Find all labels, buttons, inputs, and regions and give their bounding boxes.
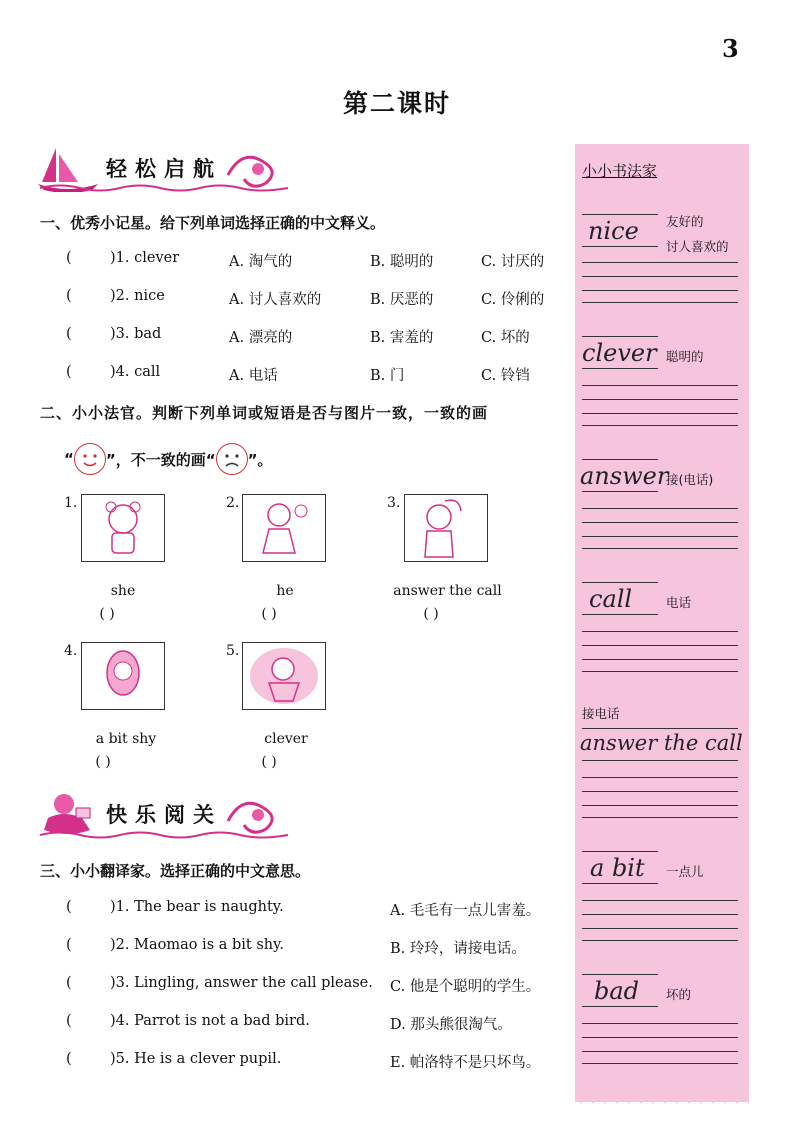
page-title: 第二课时 — [342, 89, 451, 118]
list-item: ( )2. nice A. 讨人喜欢的 B. 厌恶的 C. 伶俐的 — [66, 288, 545, 308]
copy-word: clever — [582, 339, 657, 367]
copy-word: a bit — [590, 854, 645, 882]
answer-blank[interactable]: ( ) — [423, 606, 439, 622]
picture-clever-girl — [242, 642, 326, 710]
copy-word: call — [589, 585, 633, 613]
section3-list — [0, 899, 570, 1089]
answer-blank[interactable]: ( ) — [261, 754, 277, 770]
picture-girl-phone — [404, 494, 488, 562]
section1-heading: 一、优秀小记星。给下列单词选择正确的中文释义。 — [40, 214, 386, 232]
sidebar-title: 小小书法家 — [582, 162, 658, 180]
caption: she — [110, 583, 136, 599]
list-item: ( )2. Maomao is a bit shy. B. 玲玲，请接电话。 — [66, 937, 526, 957]
list-item: ( )5. He is a clever pupil. E. 帕洛特不是只坏鸟。 — [66, 1051, 541, 1071]
banner-underline — [40, 183, 290, 193]
banner-underline — [40, 830, 290, 840]
caption: answer the call — [393, 583, 502, 599]
answer-blank[interactable]: ( ) — [261, 606, 277, 622]
answer-blank[interactable]: ( ) — [99, 606, 115, 622]
answer-blank[interactable]: ( ) — [95, 754, 111, 770]
section2-heading-line2: “ ”，不一致的画“ ”。 — [64, 443, 272, 475]
picture-shy-girl — [81, 642, 165, 710]
list-item: ( )1. clever A. 淘气的 B. 聪明的 C. 讨厌的 — [66, 250, 545, 270]
sidebar-zigzag-edge — [575, 1096, 749, 1106]
smile-face-icon — [74, 443, 106, 475]
page-number: 3 — [722, 34, 739, 63]
calligraphy-sidebar — [575, 144, 749, 1102]
list-item: ( )4. call A. 电话 B. 门 C. 铃铛 — [66, 364, 530, 384]
list-item: ( )4. Parrot is not a bad bird. D. 那头熊很淘气。 — [66, 1013, 512, 1033]
picture-girl-bear — [81, 494, 165, 562]
copy-word: bad — [594, 977, 640, 1005]
copy-word: nice — [588, 217, 639, 245]
list-item: ( )3. Lingling, answer the call please. C. 他是个聪明的学生。 — [66, 975, 541, 995]
section3-heading: 三、小小翻译家。选择正确的中文意思。 — [40, 862, 311, 880]
copy-word: answer the call — [580, 731, 743, 755]
list-item: ( )3. bad A. 漂亮的 B. 害羞的 C. 坏的 — [66, 326, 530, 346]
banner-title: 快乐阅关 — [106, 803, 222, 827]
caption: clever — [264, 731, 308, 747]
section1-list — [0, 250, 570, 402]
caption: a bit shy — [95, 731, 157, 747]
picture-girl-ice-cream — [242, 494, 326, 562]
section2-heading: 二、小小法官。判断下列单词或短语是否与图片一致，一致的画 — [40, 404, 489, 422]
copy-word: answer — [580, 462, 669, 490]
sad-face-icon — [216, 443, 248, 475]
banner-title: 轻松启航 — [106, 157, 222, 181]
caption: he — [276, 583, 294, 599]
list-item: ( )1. The bear is naughty. A. 毛毛有一点儿害羞。 — [66, 899, 541, 919]
